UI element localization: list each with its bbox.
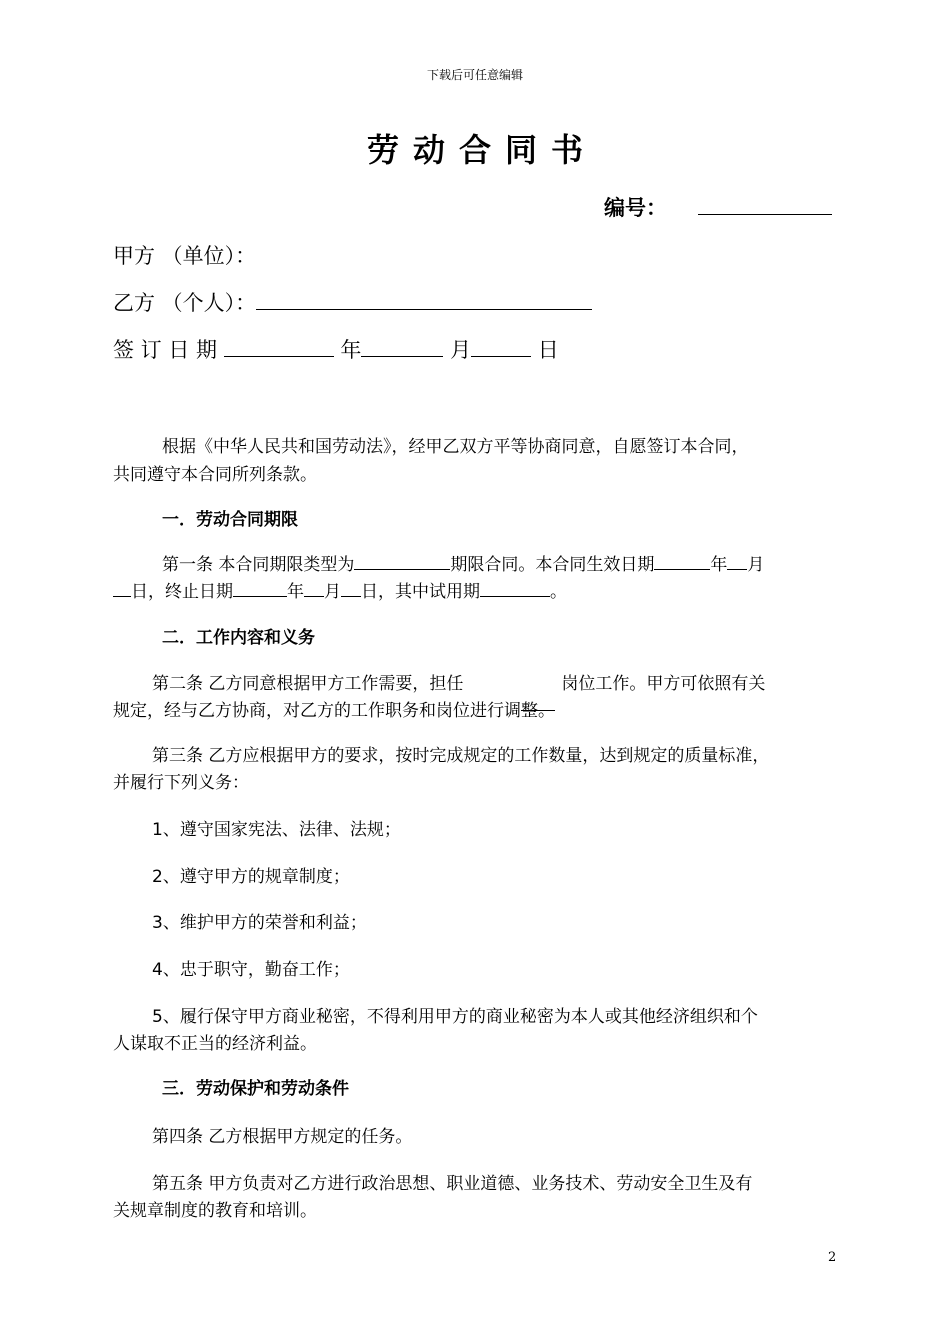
article-1-text-c: 年	[710, 555, 728, 575]
end-year-blank	[233, 579, 287, 597]
section-3-heading: 三．劳动保护和劳动条件	[162, 1079, 349, 1099]
article-1-line-1	[162, 550, 764, 575]
article-2-text-c: 规定，经与乙方协商，对乙方的工作职务和岗位进行调	[113, 701, 521, 721]
article-2-text-b: 岗位工作。甲方可依照有关	[561, 674, 766, 694]
article-4: 第四条 乙方根据甲方规定的任务。	[152, 1127, 413, 1147]
sign-year-label: 年	[340, 338, 362, 362]
article-2-line-1	[152, 669, 765, 694]
sign-date-label: 签 订 日 期	[113, 338, 218, 362]
document-title: 劳动合同书	[366, 131, 597, 169]
sign-year-blank	[224, 335, 334, 357]
article-5-line-1: 第五条 甲方负责对乙方进行政治思想、职业道德、业务技术、劳动安全卫生及有	[152, 1174, 753, 1194]
article-3-line-1: 第三条 乙方应根据甲方的要求，按时完成规定的工作数量，达到规定的质量标准，	[152, 746, 770, 766]
duty-5-line-2: 人谋取不正当的经济利益。	[113, 1034, 317, 1054]
party-b-label: 乙方 （个人）：	[113, 291, 257, 315]
article-1-text-d: 月	[747, 555, 765, 575]
article-5-line-2: 关规章制度的教育和培训。	[113, 1201, 317, 1221]
article-1-text-a: 第一条 本合同期限类型为	[162, 555, 355, 575]
sign-month-blank	[361, 335, 443, 357]
party-b-blank	[256, 288, 592, 310]
article-1-text-i: 。	[550, 582, 567, 602]
term-type-blank	[354, 552, 450, 570]
duty-item: 3、维护甲方的荣誉和利益；	[152, 913, 367, 933]
duty-5-line-1: 5、履行保守甲方商业秘密，不得利用甲方的商业秘密为本人或其他经济组织和个	[152, 1007, 758, 1027]
section-1-heading: 一．劳动合同期限	[162, 510, 298, 530]
party-a-row	[113, 240, 256, 270]
sign-day-label: 日	[537, 338, 559, 362]
party-b-row	[113, 287, 592, 317]
start-month-blank	[727, 552, 747, 570]
article-1-line-2	[113, 577, 567, 602]
article-1-text-g: 月	[324, 582, 341, 602]
article-3-line-2: 并履行下列义务：	[113, 773, 249, 793]
duty-item: 1、遵守国家宪法、法律、法规；	[152, 820, 401, 840]
preamble-line-1: 根据《中华人民共和国劳动法》，经甲乙双方平等协商同意，自愿签订本合同，	[162, 437, 749, 457]
article-1-text-h: 日，其中试用期	[361, 582, 480, 602]
header-note: 下载后可任意编辑	[426, 68, 523, 82]
end-day-blank	[341, 579, 361, 597]
article-2-line-2	[113, 696, 555, 721]
page-number: 2	[828, 1250, 837, 1265]
article-1-text-b: 期限合同。本合同生效日期	[450, 555, 655, 575]
sign-day-blank	[471, 335, 531, 357]
article-2-text-d: 整。	[521, 701, 555, 721]
number-label: 编号：	[604, 196, 667, 220]
article-1-text-f: 年	[287, 582, 304, 602]
article-1-text-e: 日，终止日期	[131, 582, 233, 602]
section-2-heading: 二．工作内容和义务	[162, 628, 315, 648]
start-year-blank	[654, 552, 710, 570]
probation-blank	[480, 579, 550, 597]
article-2-text-a: 第二条 乙方同意根据甲方工作需要，担任	[152, 674, 464, 694]
party-a-label: 甲方 （单位）：	[113, 244, 257, 268]
start-day-blank	[113, 579, 131, 597]
number-blank	[698, 193, 832, 215]
contract-number-row	[604, 192, 832, 222]
duty-item: 4、忠于职守，勤奋工作；	[152, 960, 350, 980]
duty-item: 2、遵守甲方的规章制度；	[152, 867, 350, 887]
sign-month-label: 月	[450, 338, 472, 362]
sign-date-row	[113, 334, 559, 364]
preamble-line-2: 共同遵守本合同所列条款。	[113, 465, 317, 485]
end-month-blank	[304, 579, 324, 597]
